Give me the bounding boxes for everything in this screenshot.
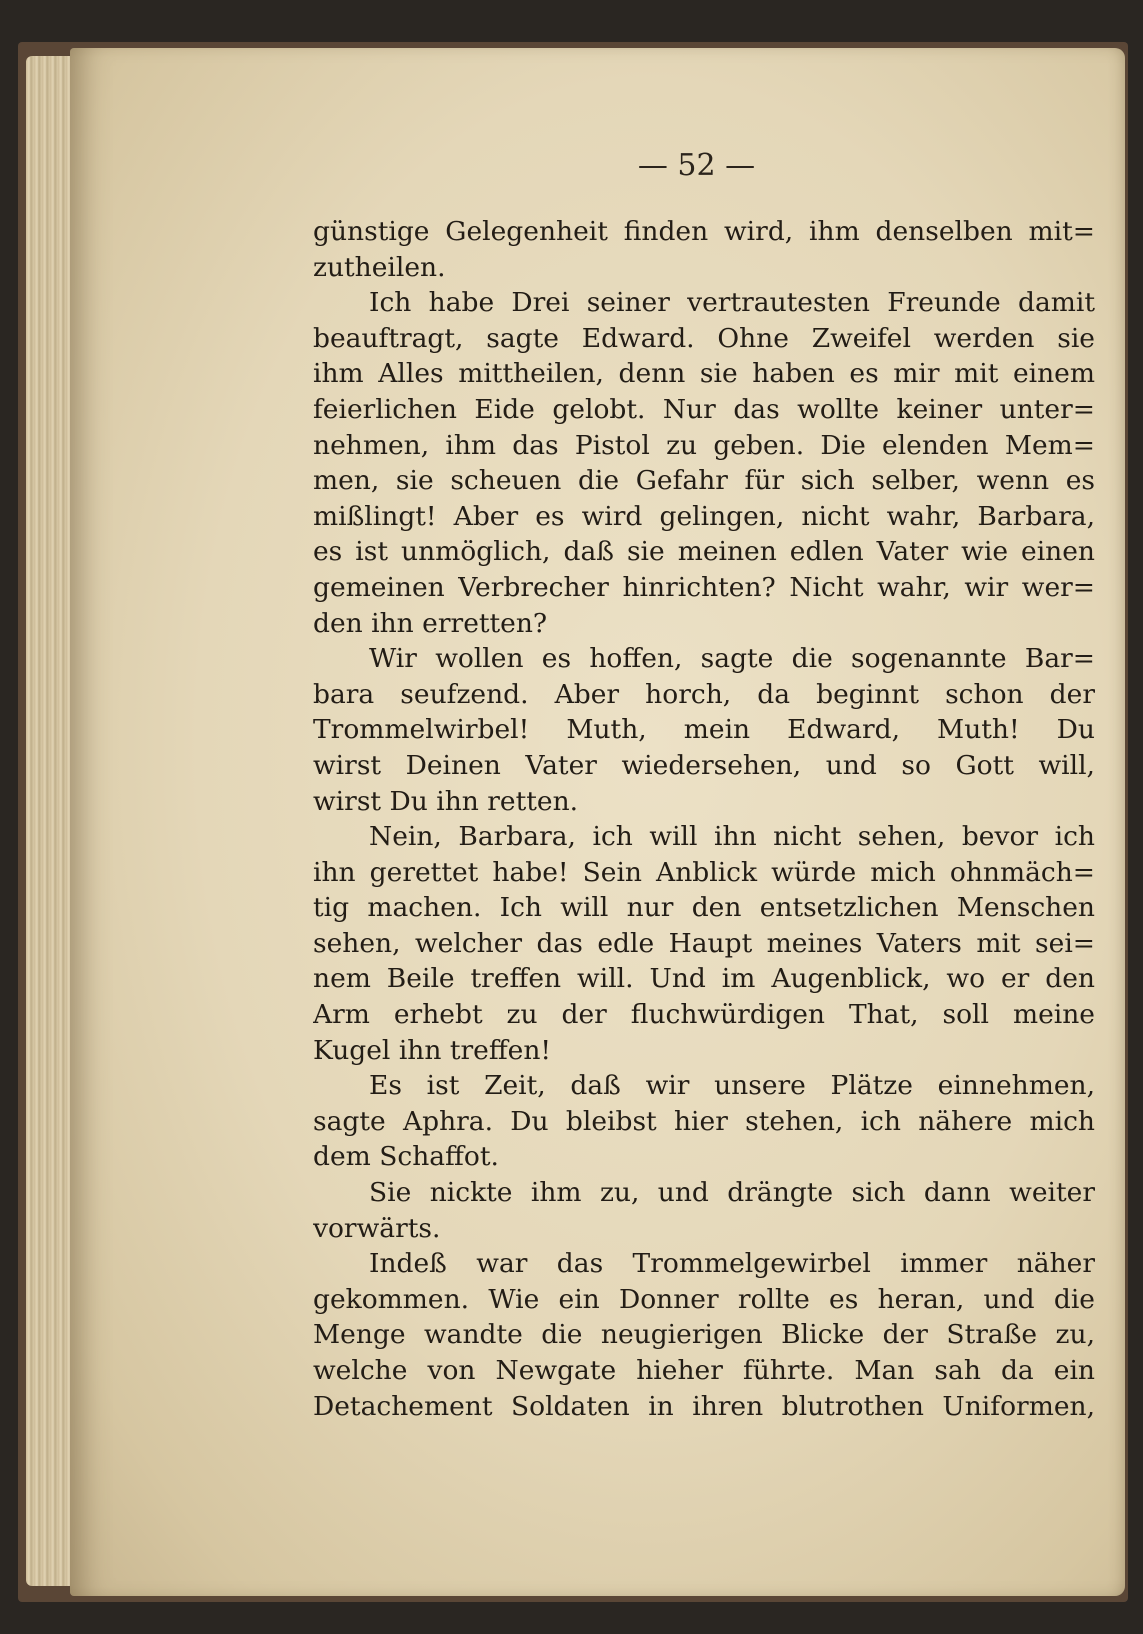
text-line: vorwärts. — [313, 1212, 441, 1244]
text-line: ihn gerettet habe! Sein Anblick würde mich ohnmäch= — [313, 856, 1095, 888]
text-line: Wir wollen es hoffen, sagte die sogenannte Bar= — [369, 643, 1095, 675]
text-line: bara seufzend. Aber horch, da beginnt schon der — [313, 678, 1095, 710]
text-line: Trommelwirbel! Muth, mein Edward, Muth! Du — [313, 714, 1095, 746]
text-line: wirst Deinen Vater wiedersehen, und so Gott will, — [313, 749, 1095, 781]
text-line: welche von Newgate hieher führte. Man sah da ein — [313, 1355, 1095, 1386]
text-line: mißlingt! Aber es wird gelingen, nicht wahr, Barbara, — [313, 500, 1095, 532]
text-line: günstige Gelegenheit finden wird, ihm denselben mit= — [313, 216, 1095, 247]
text-line: Es ist Zeit, daß wir unsere Plätze einnehmen, — [369, 1070, 1095, 1102]
text-line: es ist unmöglich, daß sie meinen edlen Vater wie einen — [313, 536, 1095, 568]
text-line: beauftragt, sagte Edward. Ohne Zweifel werden sie — [313, 322, 1095, 354]
body-text — [313, 214, 1095, 1424]
text-line: ihm Alles mittheilen, denn sie haben es mir mit einem — [313, 358, 1095, 390]
text-line: men, sie scheuen die Gefahr für sich selber, wenn es — [313, 465, 1095, 497]
text-line: Kugel ihn treffen! — [313, 1034, 552, 1066]
text-line: tig machen. Ich will nur den entsetzlichen Menschen — [313, 892, 1095, 924]
text-line: sehen, welcher das edle Haupt meines Vaters mit sei= — [313, 927, 1095, 959]
text-line: den ihn erretten? — [313, 607, 548, 639]
text-line: Menge wandte die neugierigen Blicke der Straße zu, — [313, 1319, 1095, 1351]
text-line: Detachement Soldaten in ihren blutrothen Uniformen, — [313, 1390, 1095, 1422]
text-line: dem Schaffot. — [313, 1141, 499, 1173]
text-line: Arm erhebt zu der fluchwürdigen That, soll meine — [313, 999, 1095, 1031]
text-line: Indeß war das Trommelgewirbel immer näher — [369, 1248, 1095, 1280]
page-number: — 52 — — [637, 148, 756, 183]
text-line: gekommen. Wie ein Donner rollte es heran, und die — [313, 1283, 1095, 1315]
text-line: nem Beile treffen will. Und im Augenblick, wo er den — [313, 963, 1095, 995]
text-line: Ich habe Drei seiner vertrautesten Freunde damit — [369, 287, 1095, 319]
text-line: zutheilen. — [313, 251, 446, 283]
text-line: nehmen, ihm das Pistol zu geben. Die elenden Mem= — [313, 429, 1095, 461]
text-line: wirst Du ihn retten. — [313, 785, 579, 817]
text-line: sagte Aphra. Du bleibst hier stehen, ich nähere mich — [313, 1105, 1095, 1137]
text-line: Sie nickte ihm zu, und drängte sich dann weiter — [369, 1177, 1095, 1209]
text-line: Nein, Barbara, ich will ihn nicht sehen, bevor ich — [369, 821, 1095, 853]
text-line: feierlichen Eide gelobt. Nur das wollte keiner unter= — [313, 393, 1095, 425]
text-line: gemeinen Verbrecher hinrichten? Nicht wahr, wir wer= — [313, 571, 1095, 603]
